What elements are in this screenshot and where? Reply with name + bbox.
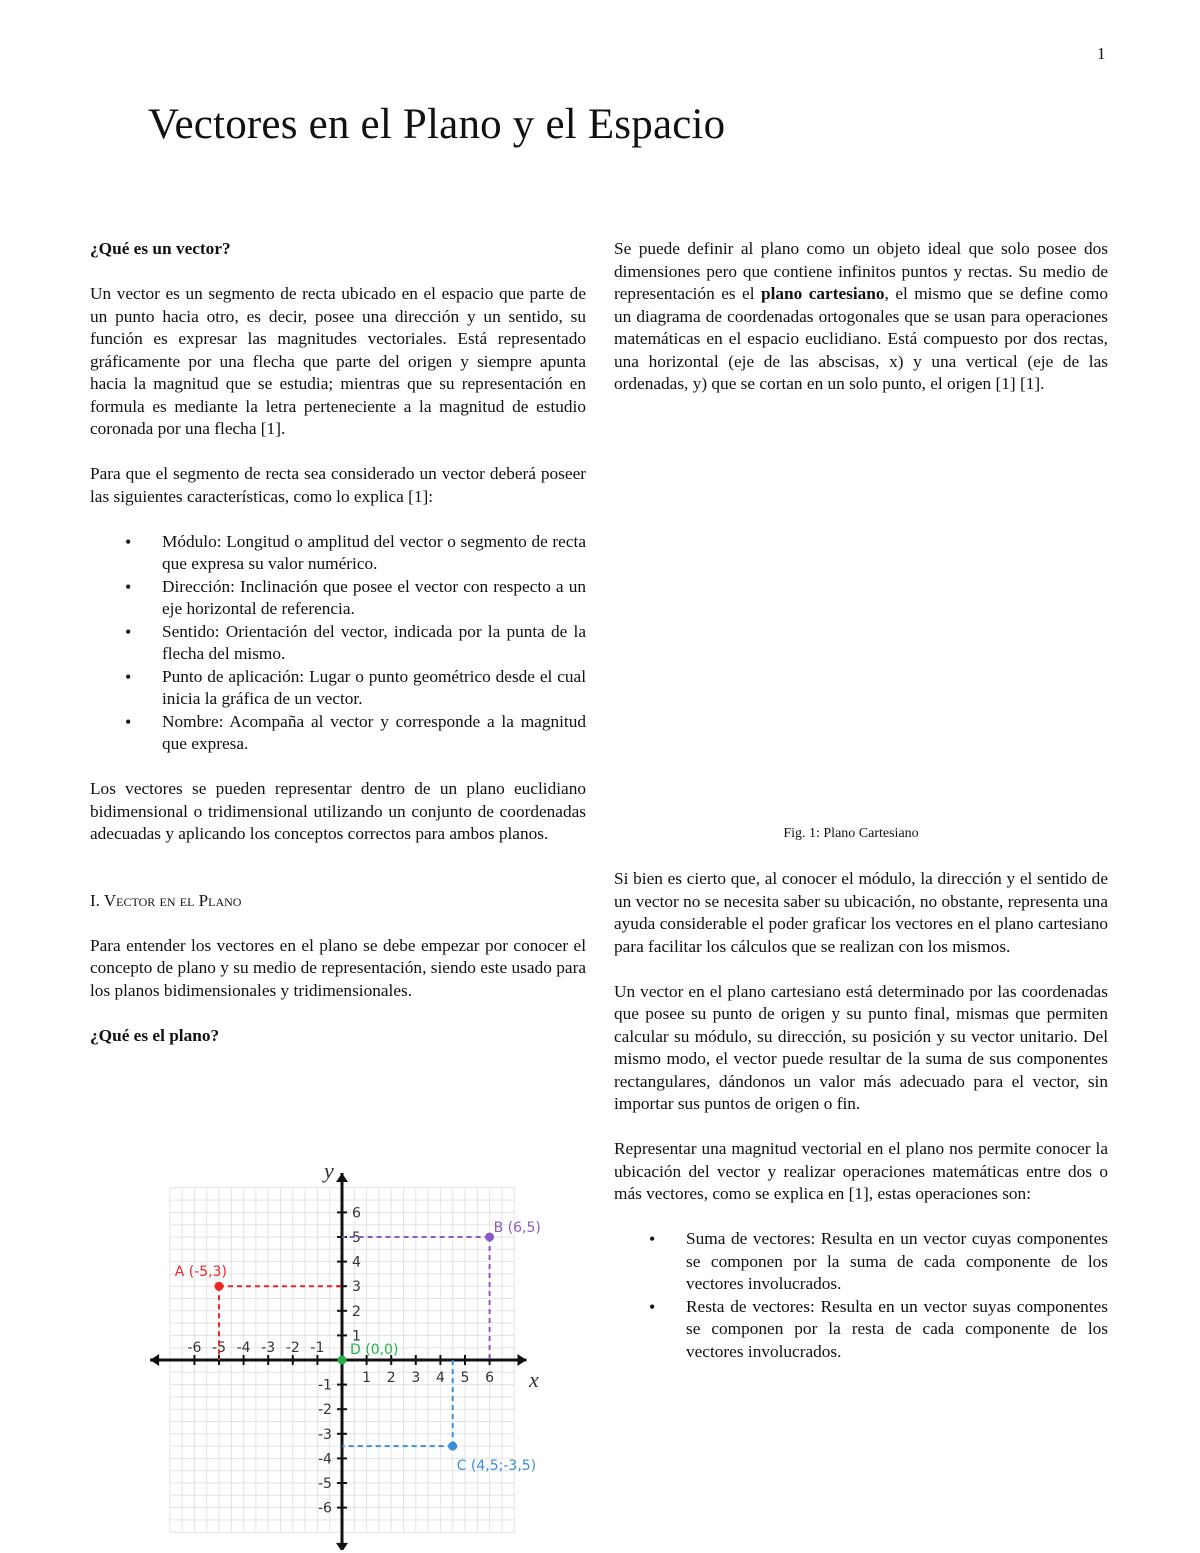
x-tick-label: 3 xyxy=(411,1370,421,1386)
y-tick-label: -4 xyxy=(318,1451,332,1468)
paragraph-operations-intro: Representar una magnitud vectorial en el plano nos permite conocer la ubicación del vector y realizar operaciones matemáticas entre dos o más vectores, como se explica en [1], estas operaciones son: xyxy=(614,1139,1108,1203)
list-item: • Suma de vectores: Resulta en un vector cuyas componentes se componen por la suma de cada componente de los vectores involucrados. xyxy=(649,1229,1108,1293)
list-item: • Resta de vectores: Resulta en un vector suyas componentes se componen por la resta de cada componente de los vectores involucrados. xyxy=(649,1296,1108,1361)
y-tick-label: 5 xyxy=(352,1230,361,1246)
bullet-icon: • xyxy=(649,1296,656,1317)
list-item: • Módulo: Longitud o amplitud del vector o segmento de recta que expresa su valor numérico. xyxy=(125,531,586,573)
paragraph-plane-intro: Para entender los vectores en el plano se debe empezar por conocer el concepto de plano y su medio de representación, siendo este usado para los planos bidimensionales y tridimensionales. xyxy=(90,935,586,1000)
y-tick-label: 2 xyxy=(352,1303,361,1320)
data-point xyxy=(338,1356,347,1365)
paragraph-vector-in-plane: Un vector en el plano cartesiano está determinado por las coordenadas que posee su punto de origen y su punto final, mismas que permiten calcular su módulo, su dirección, su posición y su vector unitario. Del mismo modo, el vector puede resultar de la suma de sus componentes rectangulares, dándonos un valor más adecuado para el vector, sin importar sus puntos de origen o fin. xyxy=(614,981,1108,1113)
document-title: Vectores en el Plano y el Espacio xyxy=(148,101,726,148)
y-tick-label: 3 xyxy=(352,1279,361,1296)
heading-what-is-plane: ¿Qué es el plano? xyxy=(90,1025,220,1045)
y-tick-label: -1 xyxy=(318,1377,332,1394)
paragraph-vector-representation: Los vectores se pueden representar dentro de un plano euclidiano bidimensional o tridimensional utilizando un conjunto de coordenadas adecuadas y aplicando los conceptos correctos para ambos planos. xyxy=(90,779,586,843)
list-item: • Sentido: Orientación del vector, indicada por la punta de la flecha del mismo. xyxy=(125,621,586,663)
characteristics-list xyxy=(90,531,586,756)
bullet-icon: • xyxy=(125,666,132,687)
point-label: B (6,5) xyxy=(493,1220,541,1236)
heading-what-is-vector: ¿Qué es un vector? xyxy=(90,239,231,258)
x-tick-label: -5 xyxy=(212,1340,226,1356)
y-tick-label: 1 xyxy=(352,1328,361,1345)
operations-list xyxy=(614,1228,1108,1363)
x-tick-label: -6 xyxy=(187,1340,202,1356)
x-tick-label: -3 xyxy=(261,1340,276,1356)
bullet-icon: • xyxy=(125,576,132,597)
bullet-icon: • xyxy=(125,711,132,732)
y-tick-label: 6 xyxy=(352,1205,361,1222)
paragraph-plane-definition: Se puede definir al plano como un objeto ideal que solo posee dos dimensiones pero que contiene infinitos puntos y rectas. Su medio de representación es el plano cartesiano, el mismo que se define como un diagrama de coordenadas ortogonales que se usan para operaciones matemáticas en el espacio euclidiano. Está compuesto por dos rectas, una horizontal (eje de las abscisas, x) y una vertical (eje de las ordenadas, y) que se cortan en un solo punto, el origen [1] [1]. xyxy=(614,239,1108,393)
y-tick-label: -6 xyxy=(318,1500,332,1517)
y-tick-label: 4 xyxy=(352,1254,361,1271)
data-point xyxy=(448,1442,457,1451)
list-item: • Dirección: Inclinación que posee el vector con respecto a un eje horizontal de referencia. xyxy=(125,576,586,618)
x-tick-label: -4 xyxy=(236,1340,251,1356)
list-item: • Nombre: Acompaña al vector y corresponde a la magnitud que expresa. xyxy=(125,711,586,753)
right-column xyxy=(614,238,1108,1386)
x-tick-label: 1 xyxy=(362,1370,372,1386)
point-label: A (-5,3) xyxy=(174,1264,227,1281)
point-label: C (4,5;-3,5) xyxy=(456,1458,537,1475)
page-number: 1 xyxy=(1097,44,1106,63)
x-tick-label: 2 xyxy=(386,1370,396,1386)
x-axis-arrow-icon xyxy=(150,1354,159,1366)
left-column xyxy=(90,238,586,1070)
y-axis-arrow-icon xyxy=(336,1173,348,1182)
figure-caption: Fig. 1: Plano Cartesiano xyxy=(783,826,919,841)
y-tick-label: -3 xyxy=(318,1426,332,1443)
x-tick-label: 4 xyxy=(435,1370,445,1386)
cartesian-plane-chart xyxy=(145,1160,545,1550)
x-tick-label: 6 xyxy=(485,1370,495,1386)
bullet-icon: • xyxy=(649,1229,656,1249)
paragraph-graphing-help: Si bien es cierto que, al conocer el módulo, la dirección y el sentido de un vector no se necesita saber su ubicación, no obstante, representa una ayuda considerable el poder graficar los vectores en el plano cartesiano para facilitar los cálculos que se realizan con los mismos. xyxy=(614,869,1108,956)
data-point xyxy=(215,1282,224,1291)
bullet-icon: • xyxy=(125,621,132,642)
x-axis-label: x xyxy=(528,1367,539,1392)
x-tick-label: -2 xyxy=(285,1340,300,1356)
bullet-icon: • xyxy=(125,531,132,552)
x-axis-arrow-icon xyxy=(518,1354,527,1366)
y-axis-label: y xyxy=(324,1160,334,1183)
paragraph-vector-definition: Un vector es un segmento de recta ubicado en el espacio que parte de un punto hacia otro, es decir, posee una dirección y un sentido, su función es expresar las magnitudes vectoriales. Está representado gráficamente por una flecha que parte del origen y siempre apunta hacia la magnitud que se estudia; mientras que su representación en formula es mediante la letra perteneciente a la magnitud de estudio coronada por una flecha [1]. xyxy=(90,284,586,438)
bold-term: plano cartesiano xyxy=(760,284,885,303)
section-heading-vector-plane: I. Vector en el Plano xyxy=(90,890,242,910)
y-axis-arrow-icon xyxy=(336,1543,348,1550)
y-tick-label: -2 xyxy=(318,1402,332,1419)
x-tick-label: 5 xyxy=(460,1370,470,1386)
paragraph-vector-characteristics: Para que el segmento de recta sea considerado un vector deberá poseer las siguientes características, como lo explica [1]: xyxy=(90,464,586,506)
list-item: • Punto de aplicación: Lugar o punto geométrico desde el cual inicia la gráfica de un vector. xyxy=(125,666,586,708)
y-tick-label: -5 xyxy=(318,1476,332,1492)
figure-placeholder xyxy=(614,418,1108,823)
x-tick-label: -1 xyxy=(310,1340,325,1356)
point-label: D (0,0) xyxy=(350,1342,399,1358)
